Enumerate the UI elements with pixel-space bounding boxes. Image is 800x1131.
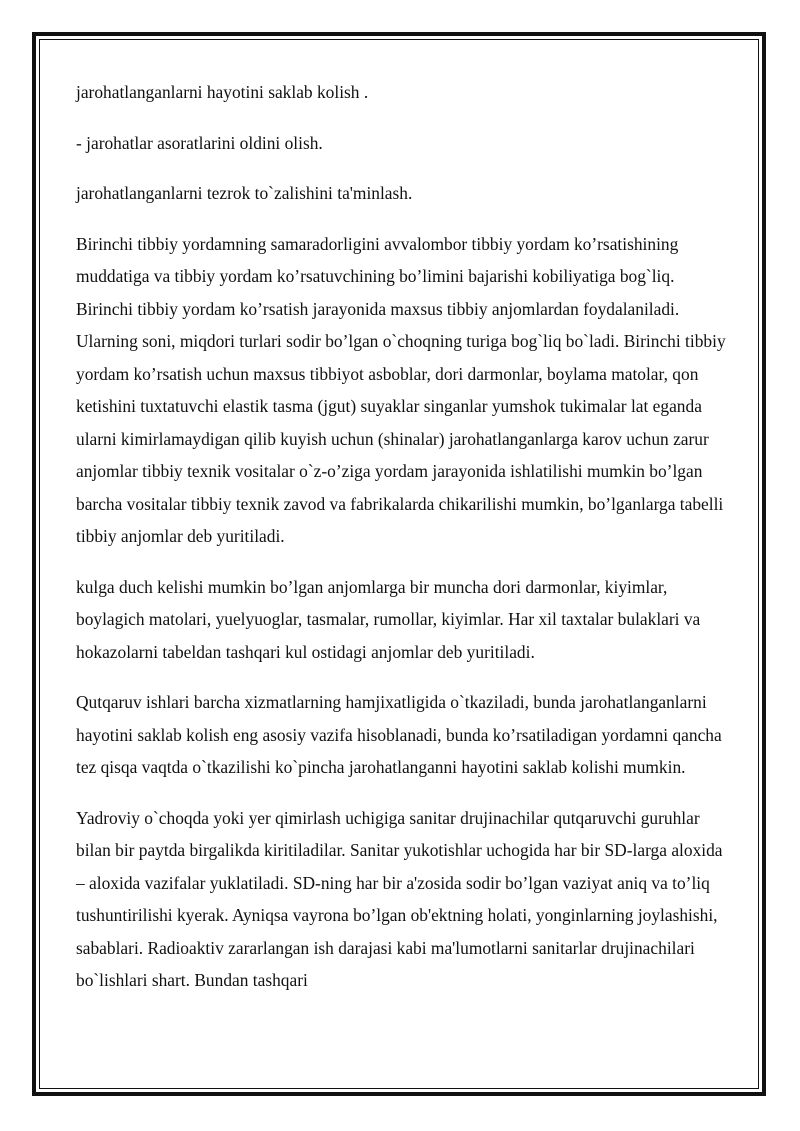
paragraph-2: - jarohatlar asoratlarini oldini olish.	[76, 132, 323, 153]
paragraph-5: kulga duch kelishi mumkin bo’lgan anjomlarga bir muncha dori darmonlar, kiyimlar, boylagich matolari, yuelyuoglar, tasmalar, rumollar, kiyimlar. Har xil taxtalar bulaklari va hokazolarni tabeldan tashqari kul ostidagi anjomlar deb yuritiladi.	[76, 576, 701, 662]
paragraph-6: Qutqaruv ishlari barcha xizmatlarning hamjixatligida o`tkaziladi, bunda jarohatlanganlarni hayotini saklab kolish eng asosiy vazifa hisoblanadi, bunda ko’rsatiladigan yordamni qancha tez qisqa vaqtda o`tkazilishi ko`pincha jarohatlanganni hayotini saklab kolishi mumkin.	[76, 692, 722, 777]
paragraph-3: jarohatlanganlarni tezrok to`zalishini ta'minlash.	[76, 183, 413, 203]
paragraph-4: Birinchi tibbiy yordamning samaradorligini avvalombor tibbiy yordam ko’rsatishining muddatiga va tibbiy yordam ko’rsatuvchining bo’limini bajarishi kobiliyatiga bog`liq. Birinchi tibbiy yordam ko’rsatish jarayonida maxsus tibbiy anjomlardan foydalaniladi. Ularning soni, miqdori turlari sodir bo’lgan o`choqning turiga bog`liq bo`ladi. Birinchi tibbiy yordam ko’rsatish uchun maxsus tibbiyot asboblar, dori darmonlar, boylama matolar, qon ketishini tuxtatuvchi elastik tasma (jgut) suyaklar singanlar yumshok tukimalar lat eganda ularni kimirlamaydigan qilib kuyish uchun (shinalar) jarohatlanganlarga karov uchun zarur anjomlar tibbiy texnik vositalar o`z-o’ziga yordam jarayonida ishlatilishi mumkin bo’lgan barcha vositalar tibbiy texnik zavod va fabrikalarda chikarilishi mumkin, bo’lganlarga tabelli tibbiy anjomlar deb yuritiladi.	[76, 233, 726, 546]
paragraph-7: Yadroviy o`choqda yoki yer qimirlash uchigiga sanitar drujinachilar qutqaruvchi guruhlar bilan bir paytda birgalikda kiritiladilar. Sanitar yukotishlar uchogida har bir SD-larga aloxida – aloxida vazifalar yuklatiladi. SD-ning har bir a'zosida sodir bo’lgan vaziyat aniq va to’liq tushuntirilishi kyerak. Ayniqsa vayrona bo’lgan ob'ektning holati, yonginlarning joylashishi, sabablari. Radioaktiv zararlangan ish darajasi kabi ma'lumotlarni sanitarlar drujinachilari bo`lishlari shart. Bundan tashqari	[76, 807, 723, 990]
paragraph-1: jarohatlanganlarni hayotini saklab kolish .	[76, 82, 369, 102]
document-body	[76, 76, 726, 1015]
